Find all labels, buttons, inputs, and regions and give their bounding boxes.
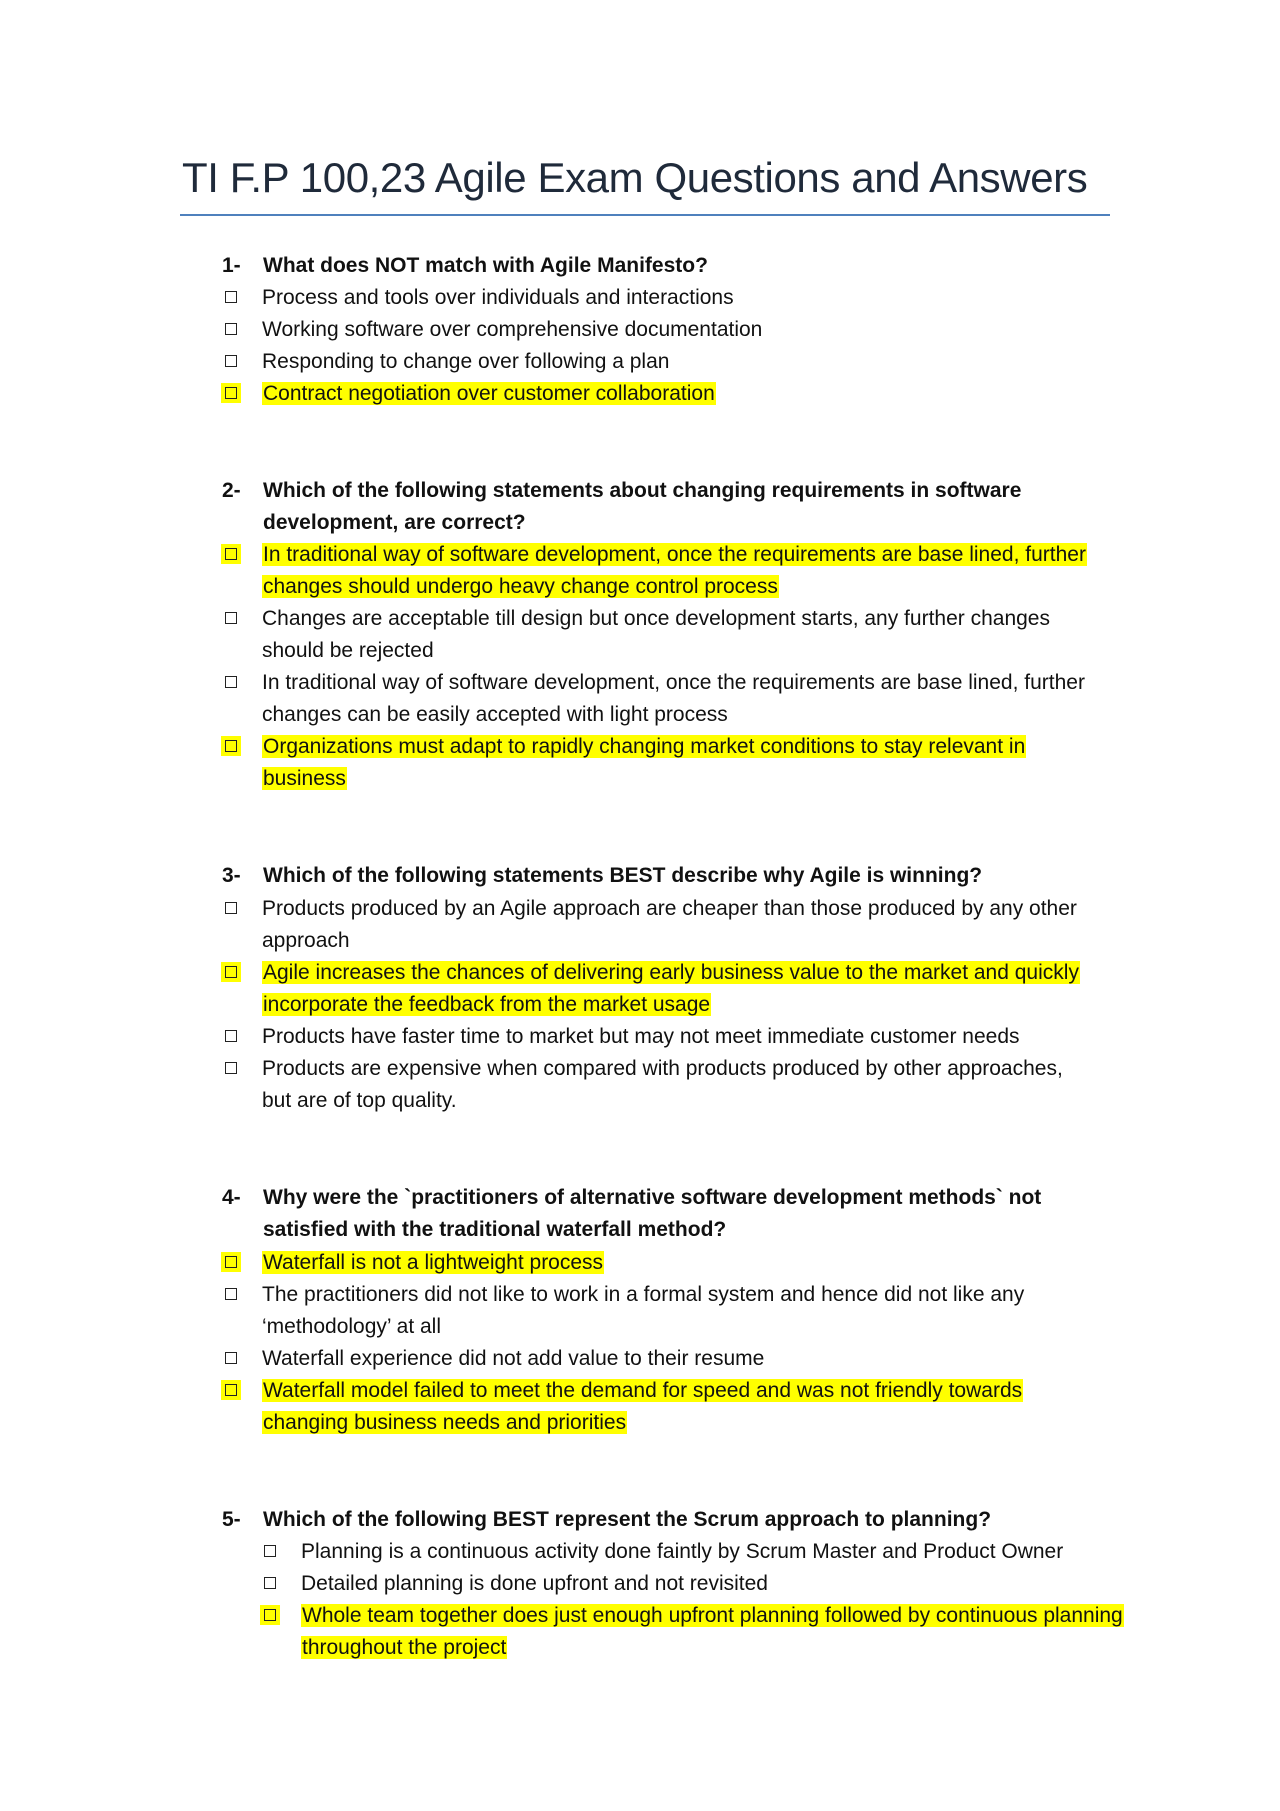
question-number: 1- [222,254,241,277]
question-5-heading [222,1504,1122,1536]
answer-option-correct [222,1375,1122,1439]
answer-text: Process and tools over individuals and interactions [262,286,734,309]
checkbox-icon[interactable] [225,1288,237,1300]
answer-option [222,1279,1122,1343]
answer-option [222,1053,1122,1117]
answer-option [222,314,1122,346]
checkbox-icon[interactable] [225,1030,237,1042]
question-1-heading [222,250,1122,282]
checkbox-icon[interactable] [225,291,237,303]
answer-option-correct [222,957,1122,1021]
answer-text-highlighted: Organizations must adapt to rapidly changing market conditions to stay relevant in business [263,735,1026,790]
question-number: 2- [222,479,241,502]
answer-option-correct [222,378,1122,410]
answer-option [222,667,1122,731]
answer-text: Planning is a continuous activity done faintly by Scrum Master and Product Owner [301,1540,1064,1563]
answer-option-correct [222,731,1122,795]
checkbox-icon[interactable] [264,1545,276,1557]
answer-option [222,1021,1122,1053]
answer-text-highlighted: Waterfall is not a lightweight process [263,1251,604,1274]
answer-text-highlighted: Whole team together does just enough upfront planning followed by continuous planning throughout the project [302,1604,1123,1659]
checkbox-icon[interactable] [225,323,237,335]
answer-option [222,1343,1122,1375]
answer-option-correct [261,1600,1161,1664]
checkbox-icon[interactable] [225,548,237,560]
question-4-heading [222,1182,1122,1246]
answer-text: Products produced by an Agile approach are cheaper than those produced by any other approach [262,897,1077,952]
answer-option [222,893,1122,957]
answer-text-highlighted: Contract negotiation over customer collaboration [263,382,715,405]
question-2-heading [222,475,1122,539]
checkbox-icon[interactable] [225,1384,237,1396]
checkbox-icon[interactable] [225,966,237,978]
answer-option [261,1536,1161,1568]
answer-option-correct [222,539,1122,603]
answer-option [222,282,1122,314]
answer-text-highlighted: Waterfall model failed to meet the demand for speed and was not friendly towards changing business needs and priorities [263,1379,1023,1434]
answer-option [222,346,1122,378]
answer-text: The practitioners did not like to work in a formal system and hence did not like any ‘methodology’ at all [262,1283,1025,1338]
document-title: TI F.P 100,23 Agile Exam Questions and Answers [182,154,1088,201]
title-underline [180,214,1110,216]
answer-text-highlighted: In traditional way of software development, once the requirements are base lined, further changes should undergo heavy change control process [263,543,1086,598]
answer-option-correct [222,1247,1122,1279]
answer-text: Responding to change over following a plan [262,350,670,373]
question-number: 4- [222,1186,241,1209]
checkbox-icon[interactable] [225,1062,237,1074]
answer-text: Products have faster time to market but may not meet immediate customer needs [262,1025,1020,1048]
checkbox-icon[interactable] [225,676,237,688]
question-3-heading [222,860,1122,892]
answer-text: Working software over comprehensive documentation [262,318,763,341]
answer-text: Detailed planning is done upfront and not revisited [301,1572,768,1595]
checkbox-icon[interactable] [225,1256,237,1268]
question-text: Why were the `practitioners of alternative software development methods` not satisfied with the traditional waterfall method? [263,1186,1042,1241]
answer-text: In traditional way of software development, once the requirements are base lined, further changes can be easily accepted with light process [262,671,1085,726]
question-text: Which of the following BEST represent the Scrum approach to planning? [263,1508,992,1531]
answer-text-highlighted: Agile increases the chances of delivering early business value to the market and quickly incorporate the feedback from the market usage [263,961,1079,1016]
question-text: Which of the following statements BEST describe why Agile is winning? [263,864,983,887]
answer-text: Waterfall experience did not add value to their resume [262,1347,765,1370]
answer-text: Products are expensive when compared with products produced by other approaches, but are of top quality. [262,1057,1063,1112]
checkbox-icon[interactable] [225,1352,237,1364]
question-text: Which of the following statements about changing requirements in software development, are correct? [263,479,1022,534]
checkbox-icon[interactable] [225,740,237,752]
checkbox-icon[interactable] [225,902,237,914]
checkbox-icon[interactable] [225,612,237,624]
answer-option [222,603,1122,667]
question-number: 3- [222,864,241,887]
answer-text: Changes are acceptable till design but once development starts, any further changes should be rejected [262,607,1050,662]
answer-option [261,1568,1161,1600]
question-text: What does NOT match with Agile Manifesto? [263,254,708,277]
checkbox-icon[interactable] [264,1609,276,1621]
checkbox-icon[interactable] [225,387,237,399]
checkbox-icon[interactable] [225,355,237,367]
checkbox-icon[interactable] [264,1577,276,1589]
question-number: 5- [222,1508,241,1531]
